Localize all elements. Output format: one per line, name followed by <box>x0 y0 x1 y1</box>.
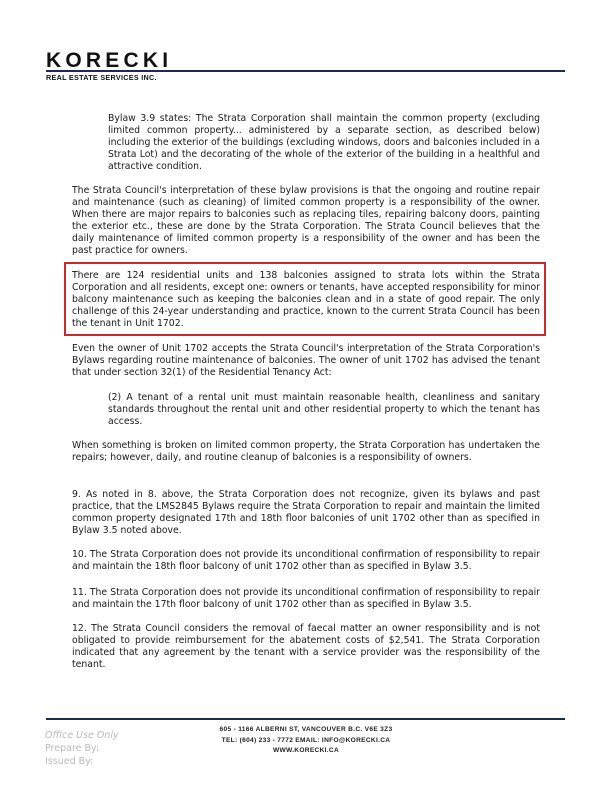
item-9-paragraph: 9. As noted in 8. above, the Strata Corporation does not recognize, given its bylaws and past practice, that the LMS2845 Bylaws require the Strata Corporation to repair and maintain the limited common property designated 17th and 18th floor balconies of unit 1702 other than as specified in Bylaw 3.5 noted above. <box>72 489 540 537</box>
issued-by-label: Issued By: <box>45 756 94 767</box>
footer-contact: TEL: (604) 233 - 7772 EMAIL: INFO@KORECKI.CA <box>221 736 391 744</box>
company-logo <box>46 50 172 82</box>
repairs-paragraph: When something is broken on limited common property, the Strata Corporation has undertaken the repairs; however, daily, and routine cleanup of balconies is a responsibility of owners. <box>72 440 540 464</box>
tenancy-act-quote: (2) A tenant of a rental unit must maintain reasonable health, cleanliness and sanitary standards throughout the rental unit and other residential property to which the tenant has access. <box>108 392 540 428</box>
owner-1702-paragraph: Even the owner of Unit 1702 accepts the Strata Council's interpretation of the Strata Corporation's Bylaws regarding routine maintenance of balconies. The owner of unit 1702 has advised the tenant that under section 32(1) of the Residential Tenancy Act: <box>72 343 540 379</box>
residential-units-paragraph: There are 124 residential units and 138 balconies assigned to strata lots within the Strata Corporation and all residents, except one: owners or tenants, have accepted responsibility for minor balcony maintenance such as keeping the balconies clean and in a state of good repair. The only challenge of this 24-year understanding and practice, known to the current Strata Council has been the tenant in Unit 1702. <box>72 270 540 330</box>
footer-address-block <box>190 725 422 757</box>
bylaw-quote: Bylaw 3.9 states: The Strata Corporation shall maintain the common property (excluding limited common property... administered by a separate section, as described below) including the exterior of the buildings (excluding windows, doors and balconies included in a Strata Lot) and the decorating of the whole of the exterior of the building in a healthful and attractive condition. <box>108 113 540 173</box>
item-12-paragraph: 12. The Strata Council considers the removal of faecal matter an owner responsibility and is not obligated to provide reimbursement for the abatement costs of $2,541. The Strata Corporation indicated that any agreement by the tenant with a service provider was the responsibility of the tenant. <box>72 623 540 671</box>
header-rule <box>46 70 565 72</box>
office-use-block <box>45 729 119 768</box>
council-interpretation-paragraph: The Strata Council's interpretation of these bylaw provisions is that the ongoing and routine repair and maintenance (such as cleaning) of limited common property is a responsibility of the owner. When there are major repairs to balconies such as replacing tiles, repairing balcony doors, painting the exterior etc., these are done by the Strata Corporation. The Strata Council believes that the daily maintenance of limited common property is a responsibility of the owner and has been the past practice for owners. <box>72 185 540 257</box>
item-10-paragraph: 10. The Strata Corporation does not provide its unconditional confirmation of responsibility to repair and maintain the 18th floor balcony of unit 1702 other than as specified in Bylaw 3.5. <box>72 549 540 573</box>
item-11-paragraph: 11. The Strata Corporation does not provide its unconditional confirmation of responsibility to repair and maintain the 17th floor balcony of unit 1702 other than as specified in Bylaw 3.5. <box>72 587 540 611</box>
company-name: KORECKI <box>46 49 173 72</box>
footer-website: WWW.KORECKI.CA <box>272 747 340 754</box>
office-use-label: Office Use Only <box>45 730 119 741</box>
prepared-by-label: Prepare By: <box>45 743 100 754</box>
company-subtitle: REAL ESTATE SERVICES INC. <box>46 73 157 82</box>
footer-address: 605 - 1166 ALBERNI ST, VANCOUVER B.C. V6E 3Z3 <box>219 726 393 733</box>
footer-rule <box>46 718 565 720</box>
